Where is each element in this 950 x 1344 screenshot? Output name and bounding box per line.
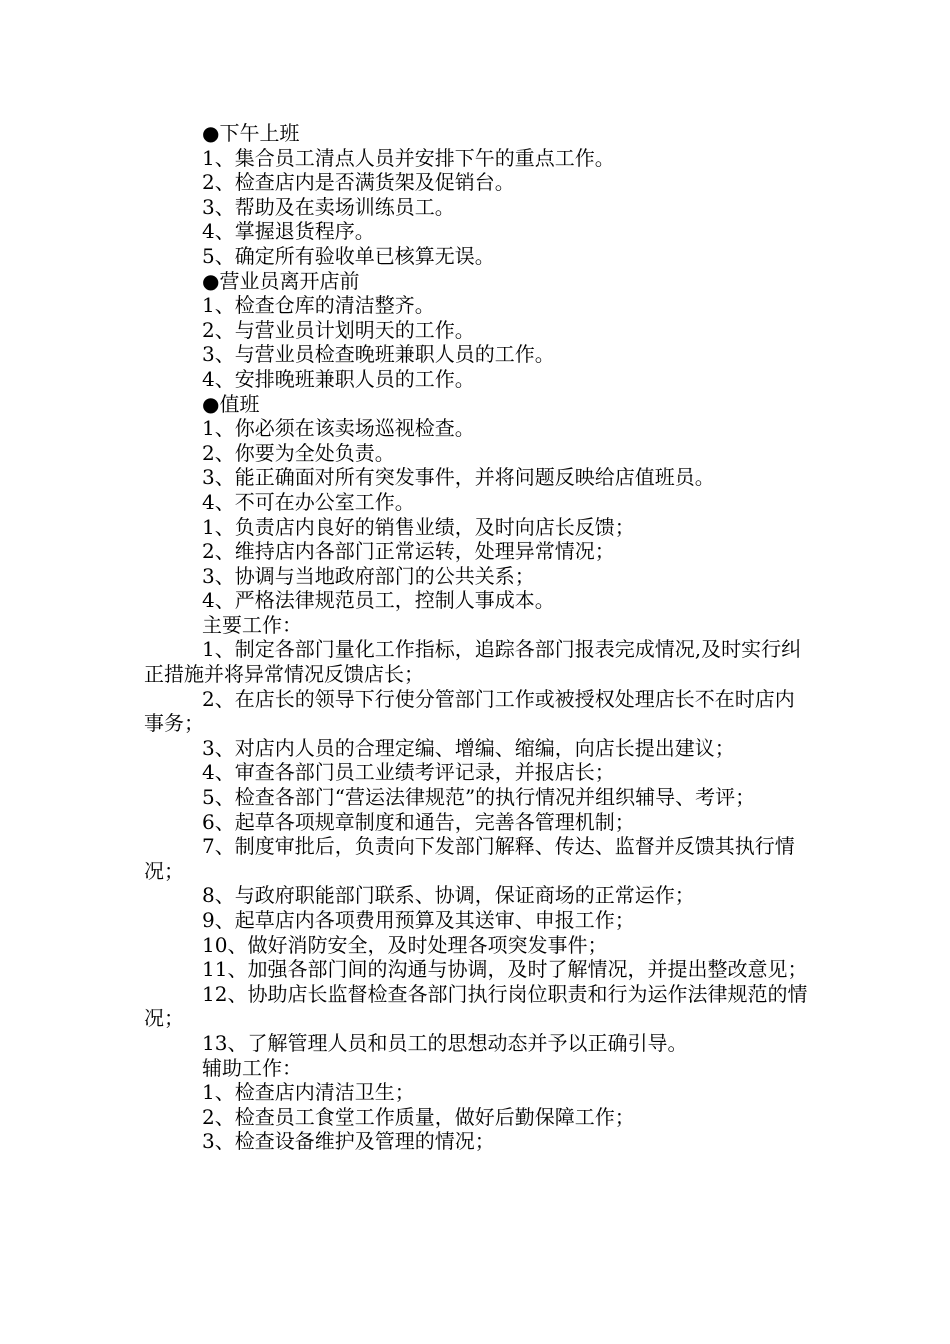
list-item: 12、协助店长监督检查各部门执行岗位职责和行为运作法律规范的情况； [144, 981, 808, 1031]
list-item: 1、检查店内清洁卫生； [202, 1080, 415, 1105]
section-heading-before-staff-leave: ●营业员离开店前 [202, 268, 360, 293]
list-item: 1、你必须在该卖场巡视检查。 [202, 416, 475, 441]
list-item: 2、检查员工食堂工作质量，做好后勤保障工作； [202, 1104, 635, 1129]
document-body [144, 121, 812, 1154]
list-item: 4、审查各部门员工业绩考评记录，并报店长； [202, 760, 615, 785]
list-item: 10、做好消防安全，及时处理各项突发事件； [202, 932, 608, 957]
list-item: 1、集合员工清点人员并安排下午的重点工作。 [202, 145, 615, 170]
list-item: 1、制定各部门量化工作指标，追踪各部门报表完成情况,及时实行纠正措施并将异常情况反馈店长； [144, 637, 802, 687]
list-item: 9、起草店内各项费用预算及其送审、申报工作； [202, 908, 635, 932]
list-item: 5、确定所有验收单已核算无误。 [202, 243, 495, 268]
list-item: 8、与政府职能部门联系、协调，保证商场的正常运作； [202, 883, 695, 908]
list-item: 4、掌握退货程序。 [202, 219, 375, 244]
list-item: 6、起草各项规章制度和通告，完善各管理机制； [202, 809, 635, 834]
list-item: 3、检查设备维护及管理的情况； [202, 1129, 495, 1154]
list-item: 7、制度审批后，负责向下发部门解释、传达、监督并反馈其执行情况； [144, 834, 795, 883]
list-item: 3、对店内人员的合理定编、增编、缩编，向店长提出建议； [202, 735, 735, 760]
list-item: 3、与营业员检查晚班兼职人员的工作。 [202, 342, 555, 367]
list-item: 3、协调与当地政府部门的公共关系； [202, 563, 535, 588]
list-item: 13、了解管理人员和员工的思想动态并予以正确引导。 [202, 1030, 688, 1055]
list-item: 2、在店长的领导下行使分管部门工作或被授权处理店长不在时店内事务； [144, 686, 795, 736]
list-item: 2、维持店内各部门正常运转，处理异常情况； [202, 539, 615, 564]
section-heading-auxiliary-work: 辅助工作： [202, 1055, 302, 1080]
list-item: 1、负责店内良好的销售业绩，及时向店长反馈； [202, 514, 635, 539]
section-heading-main-work: 主要工作： [202, 612, 302, 637]
list-item: 2、检查店内是否满货架及促销台。 [202, 170, 515, 195]
list-item: 4、安排晚班兼职人员的工作。 [202, 366, 475, 391]
list-item: 2、与营业员计划明天的工作。 [202, 317, 475, 342]
list-item: 11、加强各部门间的沟通与协调，及时了解情况，并提出整改意见； [202, 957, 808, 982]
list-item: 4、严格法律规范员工，控制人事成本。 [202, 588, 555, 613]
list-item: 3、能正确面对所有突发事件，并将问题反映给店值班员。 [202, 465, 715, 490]
section-heading-on-duty: ●值班 [202, 391, 260, 416]
list-item: 1、检查仓库的清洁整齐。 [202, 293, 435, 318]
section-heading-afternoon-shift: ●下午上班 [202, 121, 300, 145]
list-item: 2、你要为全处负责。 [202, 440, 395, 465]
list-item: 4、不可在办公室工作。 [202, 489, 415, 514]
list-item: 5、检查各部门“营运法律规范”的执行情况并组织辅导、考评； [202, 785, 756, 810]
list-item: 3、帮助及在卖场训练员工。 [202, 194, 455, 219]
